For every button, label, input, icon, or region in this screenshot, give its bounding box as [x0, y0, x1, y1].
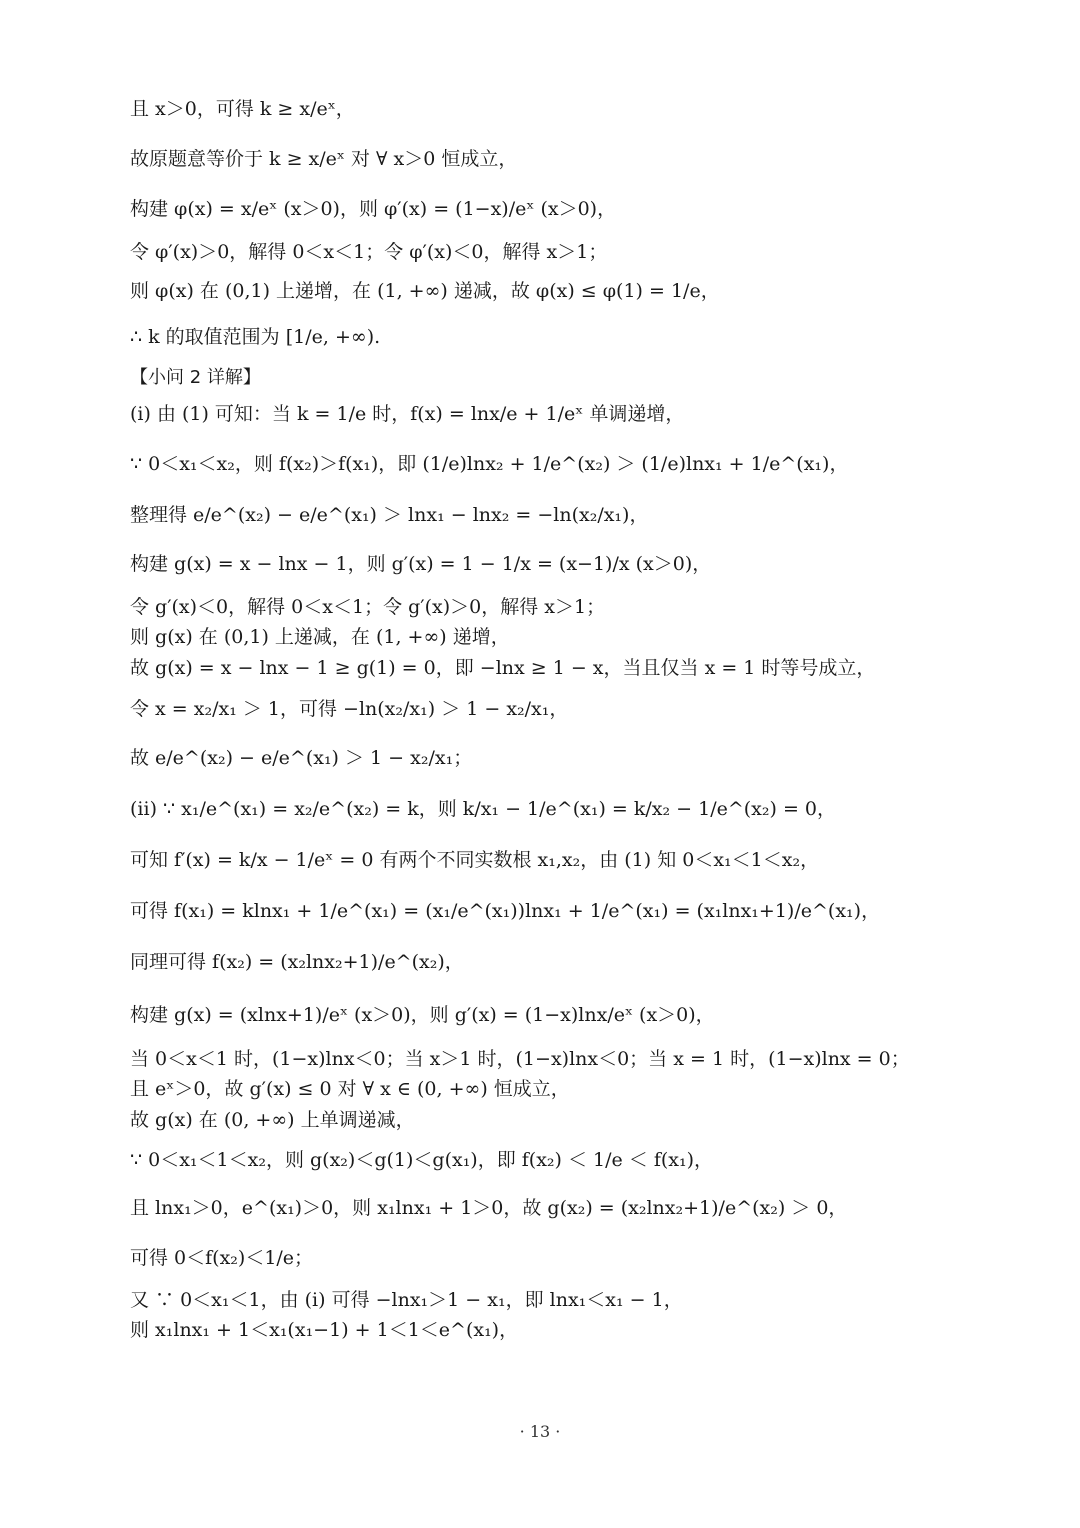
text-line: 可得 0＜f(x₂)＜1/e； — [130, 1247, 314, 1269]
text-line: (i) 由 (1) 可知：当 k = 1/e 时，f(x) = lnx/e + 1/eˣ 单调递增， — [130, 403, 685, 425]
text-line: 令 g′(x)＜0，解得 0＜x＜1；令 g′(x)＞0，解得 x＞1； — [130, 596, 606, 618]
text-line: 又 ∵ 0＜x₁＜1，由 (i) 可得 −lnx₁＞1 − x₁，即 lnx₁＜x₁ − 1， — [130, 1289, 683, 1311]
text-line: 故 g(x) = x − lnx − 1 ≥ g(1) = 0，即 −lnx ≥ 1 − x，当且仅当 x = 1 时等号成立， — [130, 657, 876, 679]
text-line: 且 eˣ＞0，故 g′(x) ≤ 0 对 ∀ x ∈ (0, +∞) 恒成立， — [130, 1078, 570, 1100]
text-line: 故原题意等价于 k ≥ x/eˣ 对 ∀ x＞0 恒成立， — [130, 148, 518, 170]
text-line: 故 g(x) 在 (0, +∞) 上单调递减， — [130, 1109, 415, 1131]
text-line: 故 e/e^(x₂) − e/e^(x₁) ＞ 1 − x₂/x₁； — [130, 747, 473, 769]
text-line: 且 lnx₁＞0，e^(x₁)＞0，则 x₁lnx₁ + 1＞0，故 g(x₂) = (x₂lnx₂+1)/e^(x₂) ＞ 0， — [130, 1197, 848, 1219]
text-line: 构建 g(x) = (xlnx+1)/eˣ (x＞0)，则 g′(x) = (1−x)lnx/eˣ (x＞0)， — [130, 1004, 715, 1026]
text-line: 构建 g(x) = x − lnx − 1，则 g′(x) = 1 − 1/x = (x−1)/x (x＞0)， — [130, 553, 712, 575]
text-line: 可得 f(x₁) = klnx₁ + 1/e^(x₁) = (x₁/e^(x₁))lnx₁ + 1/e^(x₁) = (x₁lnx₁+1)/e^(x₁)， — [130, 900, 881, 922]
text-line: 可知 f′(x) = k/x − 1/eˣ = 0 有两个不同实数根 x₁,x₂，由 (1) 知 0＜x₁＜1＜x₂， — [130, 849, 820, 871]
text-line: 则 x₁lnx₁ + 1＜x₁(x₁−1) + 1＜1＜e^(x₁)， — [130, 1319, 519, 1341]
page-number: · 13 · — [519, 1422, 561, 1441]
text-line: ∴ k 的取值范围为 [1/e, +∞). — [130, 326, 381, 348]
text-line: 令 x = x₂/x₁ ＞ 1，可得 −ln(x₂/x₁) ＞ 1 − x₂/x₁， — [130, 698, 569, 720]
text-line: ∵ 0＜x₁＜1＜x₂，则 g(x₂)＜g(1)＜g(x₁)，即 f(x₂) ＜ 1/e ＜ f(x₁)， — [130, 1149, 714, 1171]
text-line: 构建 φ(x) = x/eˣ (x＞0)，则 φ′(x) = (1−x)/eˣ (x＞0)， — [130, 198, 617, 220]
text-line: ∵ 0＜x₁＜x₂，则 f(x₂)＞f(x₁)，即 (1/e)lnx₂ + 1/e^(x₂) ＞ (1/e)lnx₁ + 1/e^(x₁)， — [130, 453, 849, 475]
text-line: 同理可得 f(x₂) = (x₂lnx₂+1)/e^(x₂)， — [130, 951, 464, 973]
text-line: (ii) ∵ x₁/e^(x₁) = x₂/e^(x₂) = k，则 k/x₁ − 1/e^(x₁) = k/x₂ − 1/e^(x₂) = 0， — [130, 798, 837, 820]
text-line: 则 g(x) 在 (0,1) 上递减，在 (1, +∞) 递增， — [130, 626, 510, 648]
section-heading: 【小问 2 详解】 — [130, 367, 261, 388]
text-line: 且 x＞0，可得 k ≥ x/eˣ， — [130, 98, 355, 120]
text-line: 整理得 e/e^(x₂) − e/e^(x₁) ＞ lnx₁ − lnx₂ = −ln(x₂/x₁)， — [130, 504, 649, 526]
text-line: 当 0＜x＜1 时，(1−x)lnx＜0；当 x＞1 时，(1−x)lnx＜0；当 x = 1 时，(1−x)lnx = 0； — [130, 1048, 910, 1070]
text-line: 令 φ′(x)＞0，解得 0＜x＜1；令 φ′(x)＜0，解得 x＞1； — [130, 241, 608, 263]
text-line: 则 φ(x) 在 (0,1) 上递增，在 (1, +∞) 递减，故 φ(x) ≤ φ(1) = 1/e， — [130, 280, 720, 302]
